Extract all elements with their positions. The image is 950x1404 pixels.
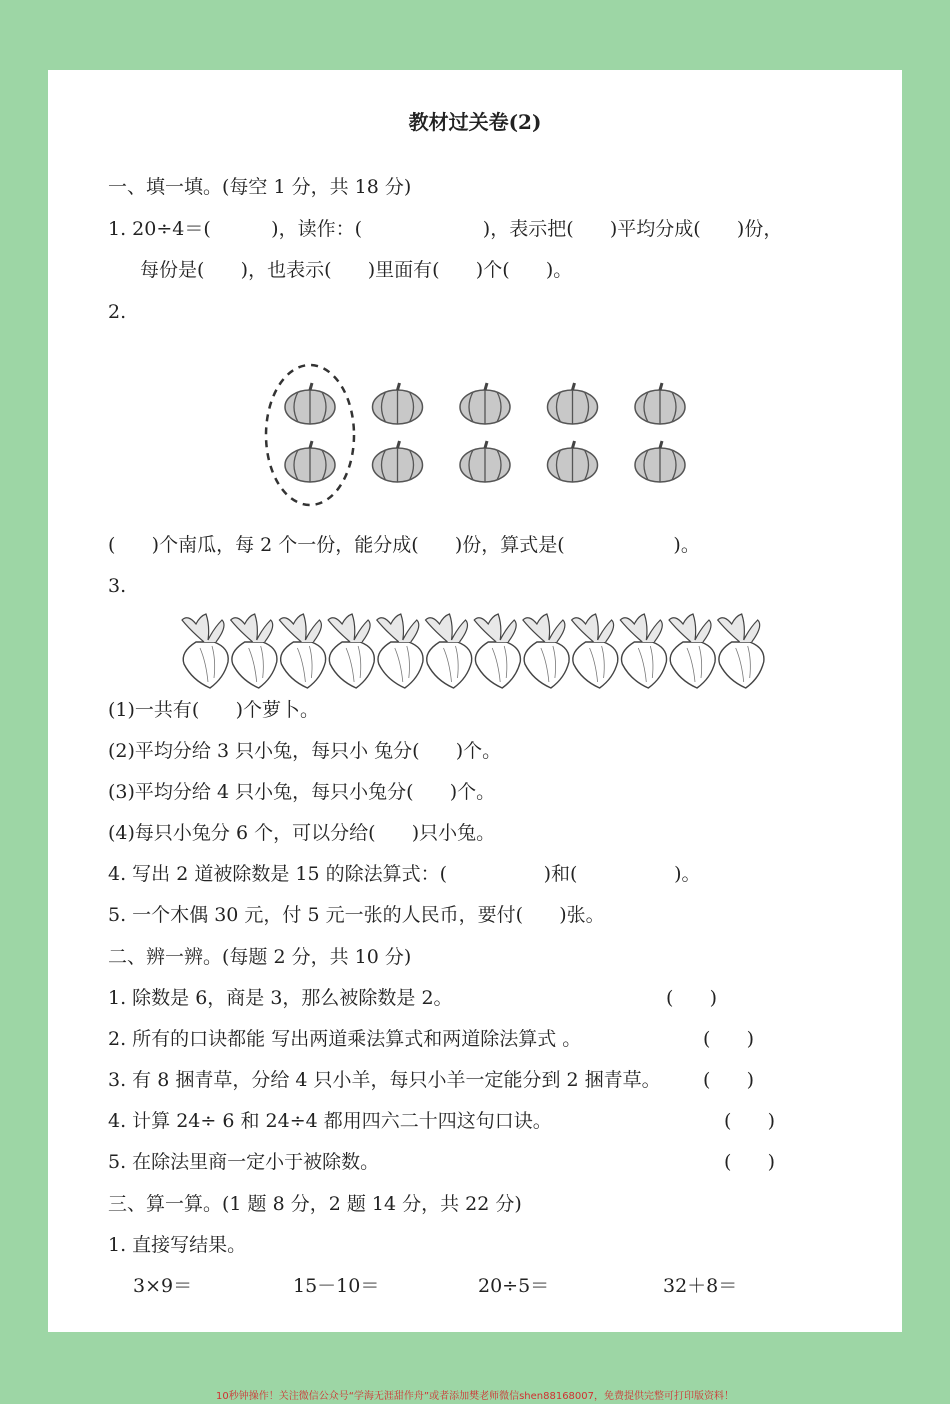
- radish-icon: [182, 614, 228, 688]
- question-1-2-label: 2.: [108, 301, 127, 323]
- radish-icon: [718, 614, 764, 688]
- section-1-heading: 一、填一填。(每空 1 分，共 18 分): [108, 176, 412, 198]
- question-1-5: 5. 一个木偶 30 元，付 5 元一张的人民币，要付( )张。: [108, 904, 605, 926]
- judge-bracket-1: ( ): [666, 987, 718, 1009]
- question-1-1: 1. 20÷4＝( )，读作：( )，表示把( )平均分成( )份，: [108, 218, 783, 240]
- judge-item-3: 3. 有 8 捆青草，分给 4 只小羊，每只小羊一定能分到 2 捆青草。: [108, 1069, 661, 1091]
- pumpkin-icon: [460, 441, 510, 482]
- pumpkin-icon: [460, 383, 510, 424]
- radish-icon: [620, 614, 666, 688]
- pumpkin-icon: [373, 383, 423, 424]
- section-2-heading: 二、辨一辨。(每题 2 分，共 10 分): [108, 946, 412, 968]
- radish-icon: [328, 614, 374, 688]
- radish-icon: [669, 614, 715, 688]
- calc-item-4: 32＋8＝: [663, 1275, 738, 1297]
- calc-item-1: 3×9＝: [133, 1275, 193, 1297]
- judge-item-2: 2. 所有的口诀都能 写出两道乘法算式和两道除法算式 。: [108, 1028, 582, 1050]
- question-1-1-cont: 每份是( )，也表示( )里面有( )个( )。: [140, 259, 573, 281]
- footer-promo: 10秒钟操作！关注微信公众号“学海无涯甜作舟”或者添加樊老师微信shen88168007，免费提供完整可打印版资料！: [215, 1391, 735, 1402]
- question-3-1: 1. 直接写结果。: [108, 1234, 247, 1256]
- pumpkin-icon: [548, 441, 598, 482]
- calc-item-3: 20÷5＝: [478, 1275, 550, 1297]
- radish-icon: [523, 614, 569, 688]
- question-1-3-2: (2)平均分给 3 只小兔，每只小 兔分( )个。: [108, 740, 502, 762]
- question-1-2: ( )个南瓜，每 2 个一份，能分成( )份，算式是( )。: [108, 534, 700, 556]
- page-title: 教材过关卷(2): [408, 110, 542, 134]
- radish-figure: [178, 612, 770, 690]
- pumpkin-icon: [635, 383, 685, 424]
- radish-icon: [231, 614, 277, 688]
- judge-bracket-4: ( ): [724, 1110, 776, 1132]
- judge-item-1: 1. 除数是 6，商是 3，那么被除数是 2。: [108, 987, 453, 1009]
- pumpkin-icon: [373, 441, 423, 482]
- judge-bracket-5: ( ): [724, 1151, 776, 1173]
- radish-icon: [279, 614, 325, 688]
- radish-icon: [572, 614, 618, 688]
- pumpkin-icon: [285, 383, 335, 424]
- judge-bracket-3: ( ): [703, 1069, 755, 1091]
- judge-item-4: 4. 计算 24÷ 6 和 24÷4 都用四六二十四这句口诀。: [108, 1110, 552, 1132]
- question-1-3-1: (1)一共有( )个萝卜。: [108, 699, 319, 721]
- pumpkin-icon: [548, 383, 598, 424]
- pumpkin-figure: [260, 360, 700, 510]
- radish-icon: [474, 614, 520, 688]
- section-3-heading: 三、算一算。(1 题 8 分，2 题 14 分，共 22 分): [108, 1193, 522, 1215]
- pumpkin-icon: [635, 441, 685, 482]
- question-1-3-4: (4)每只小兔分 6 个，可以分给( )只小兔。: [108, 822, 496, 844]
- radish-icon: [377, 614, 423, 688]
- judge-item-5: 5. 在除法里商一定小于被除数。: [108, 1151, 380, 1173]
- question-1-3-label: 3.: [108, 575, 127, 597]
- calc-item-2: 15－10＝: [293, 1275, 380, 1297]
- pumpkin-icon: [285, 441, 335, 482]
- question-1-3-3: (3)平均分给 4 只小兔，每只小兔分( )个。: [108, 781, 496, 803]
- radish-icon: [426, 614, 472, 688]
- question-1-4: 4. 写出 2 道被除数是 15 的除法算式：( )和( )。: [108, 863, 701, 885]
- judge-bracket-2: ( ): [703, 1028, 755, 1050]
